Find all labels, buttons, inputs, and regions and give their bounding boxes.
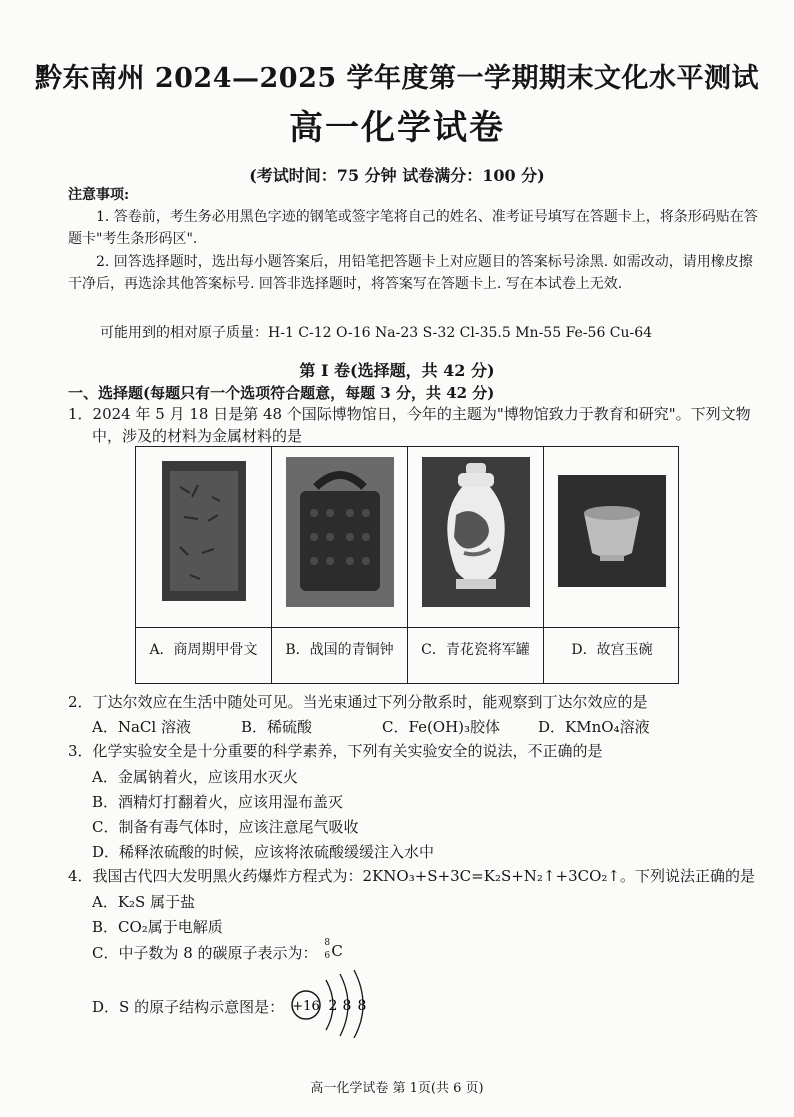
q4-option-c-text: C．中子数为 8 的碳原子表示为： — [92, 944, 318, 962]
exam-subject-title: 高一化学试卷 — [289, 108, 505, 148]
artifact-divider — [136, 627, 271, 628]
notes-heading: 注意事项: — [68, 187, 130, 203]
question-3: 3．化学实验安全是十分重要的科学素养，下列有关实验安全的说法，不正确的是 — [68, 742, 603, 760]
oracle-bone-image — [150, 457, 258, 607]
nucleus-charge: +16 — [292, 999, 320, 1014]
q2-option-d: D．KMnO₄溶液 — [538, 718, 650, 736]
q4-option-d — [92, 996, 284, 1017]
part-title: 一、选择题(每题只有一个选项符合题意，每题 3 分，共 42 分) — [68, 384, 495, 402]
isotope-mass-number: 8 — [324, 938, 331, 948]
exam-title: 黔东南州 2024—2025 学年度第一学期期末文化水平测试 — [34, 63, 760, 94]
shell-3-electrons: 8 — [357, 998, 367, 1014]
porcelain-jar-image — [422, 457, 530, 607]
shell-1-electrons: 2 — [328, 998, 338, 1014]
option-b-label: B．战国的青铜钟 — [285, 642, 394, 658]
q2-option-b: B．稀硫酸 — [241, 718, 313, 736]
artifact-divider — [408, 627, 543, 628]
q4-option-a: A．K₂S 属于盐 — [92, 893, 196, 911]
question-1-line2: 中，涉及的材料为金属材料的是 — [92, 427, 303, 445]
bronze-bell-image — [286, 457, 394, 607]
q4-option-b: B．CO₂属于电解质 — [92, 918, 223, 936]
q3-option-b: B．酒精灯打翻着火，应该用湿布盖灭 — [92, 793, 344, 811]
artifact-divider — [272, 627, 407, 628]
q3-option-d: D．稀释浓硫酸的时候，应该将浓硫酸缓缓注入水中 — [92, 843, 435, 861]
notes-item-2: 2. 回答选择题时，选出每小题答案后，用铅笔把答题卡上对应题目的答案标号涂黑. 如需改动，请用橡皮擦干净后，再选涂其他答案标号. 回答非选择题时，将答案写在答题卡上. 写在本试卷上无效. — [68, 254, 753, 292]
notes-item-1: 1. 答卷前，考生务必用黑色字迹的钢笔或签字笔将自己的姓名、准考证号填写在答题卡上，将条形码贴在答题卡"考生条形码区". — [68, 209, 758, 247]
artifact-cell-a — [136, 447, 272, 683]
carbon-isotope-notation — [322, 938, 344, 964]
sulfur-atomic-structure-diagram — [288, 968, 388, 1038]
atomic-masses: 可能用到的相对原子质量：H-1 C-12 O-16 Na-23 S-32 Cl-35.5 Mn-55 Fe-56 Cu-64 — [100, 325, 653, 341]
shell-2-electrons: 8 — [342, 998, 352, 1014]
q3-option-a: A．金属钠着火，应该用水灭火 — [92, 768, 298, 786]
artifact-cell-c — [408, 447, 544, 683]
question-1-line1: 1．2024 年 5 月 18 日是第 48 个国际博物馆日，今年的主题为"博物馆致力于教育和研究"。下列文物 — [68, 405, 751, 423]
question-1 — [68, 403, 768, 447]
q4-option-d-text: D．S 的原子结构示意图是： — [92, 998, 285, 1016]
q2-option-a: A．NaCl 溶液 — [92, 718, 191, 736]
question-2: 2．丁达尔效应在生活中随处可见。当光束通过下列分散系时，能观察到丁达尔效应的是 — [68, 693, 648, 711]
option-c-label: C．青花瓷将军罐 — [421, 642, 530, 658]
q2-option-c: C．Fe(OH)₃胶体 — [382, 718, 501, 736]
exam-info: (考试时间：75 分钟 试卷满分：100 分) — [249, 166, 545, 185]
page-footer: 高一化学试卷 第 1页(共 6 页) — [310, 1081, 484, 1096]
isotope-atomic-number: 6 — [324, 951, 331, 961]
jade-bowl-image — [558, 457, 666, 607]
artifact-table — [135, 446, 679, 684]
artifact-cell-d — [544, 447, 680, 683]
artifact-divider — [544, 627, 680, 628]
option-d-label: D．故宫玉碗 — [571, 642, 653, 658]
artifact-cell-b — [272, 447, 408, 683]
section-title: 第 I 卷(选择题，共 42 分) — [299, 361, 495, 380]
question-4: 4．我国古代四大发明黑火药爆炸方程式为：2KNO₃+S+3C=K₂S+N₂↑+3CO₂↑。下列说法正确的是 — [68, 867, 755, 885]
q4-option-c — [92, 938, 344, 964]
option-a-label: A．商周期甲骨文 — [149, 642, 258, 658]
isotope-symbol: C — [331, 942, 343, 960]
q3-option-c: C．制备有毒气体时，应该注意尾气吸收 — [92, 818, 359, 836]
